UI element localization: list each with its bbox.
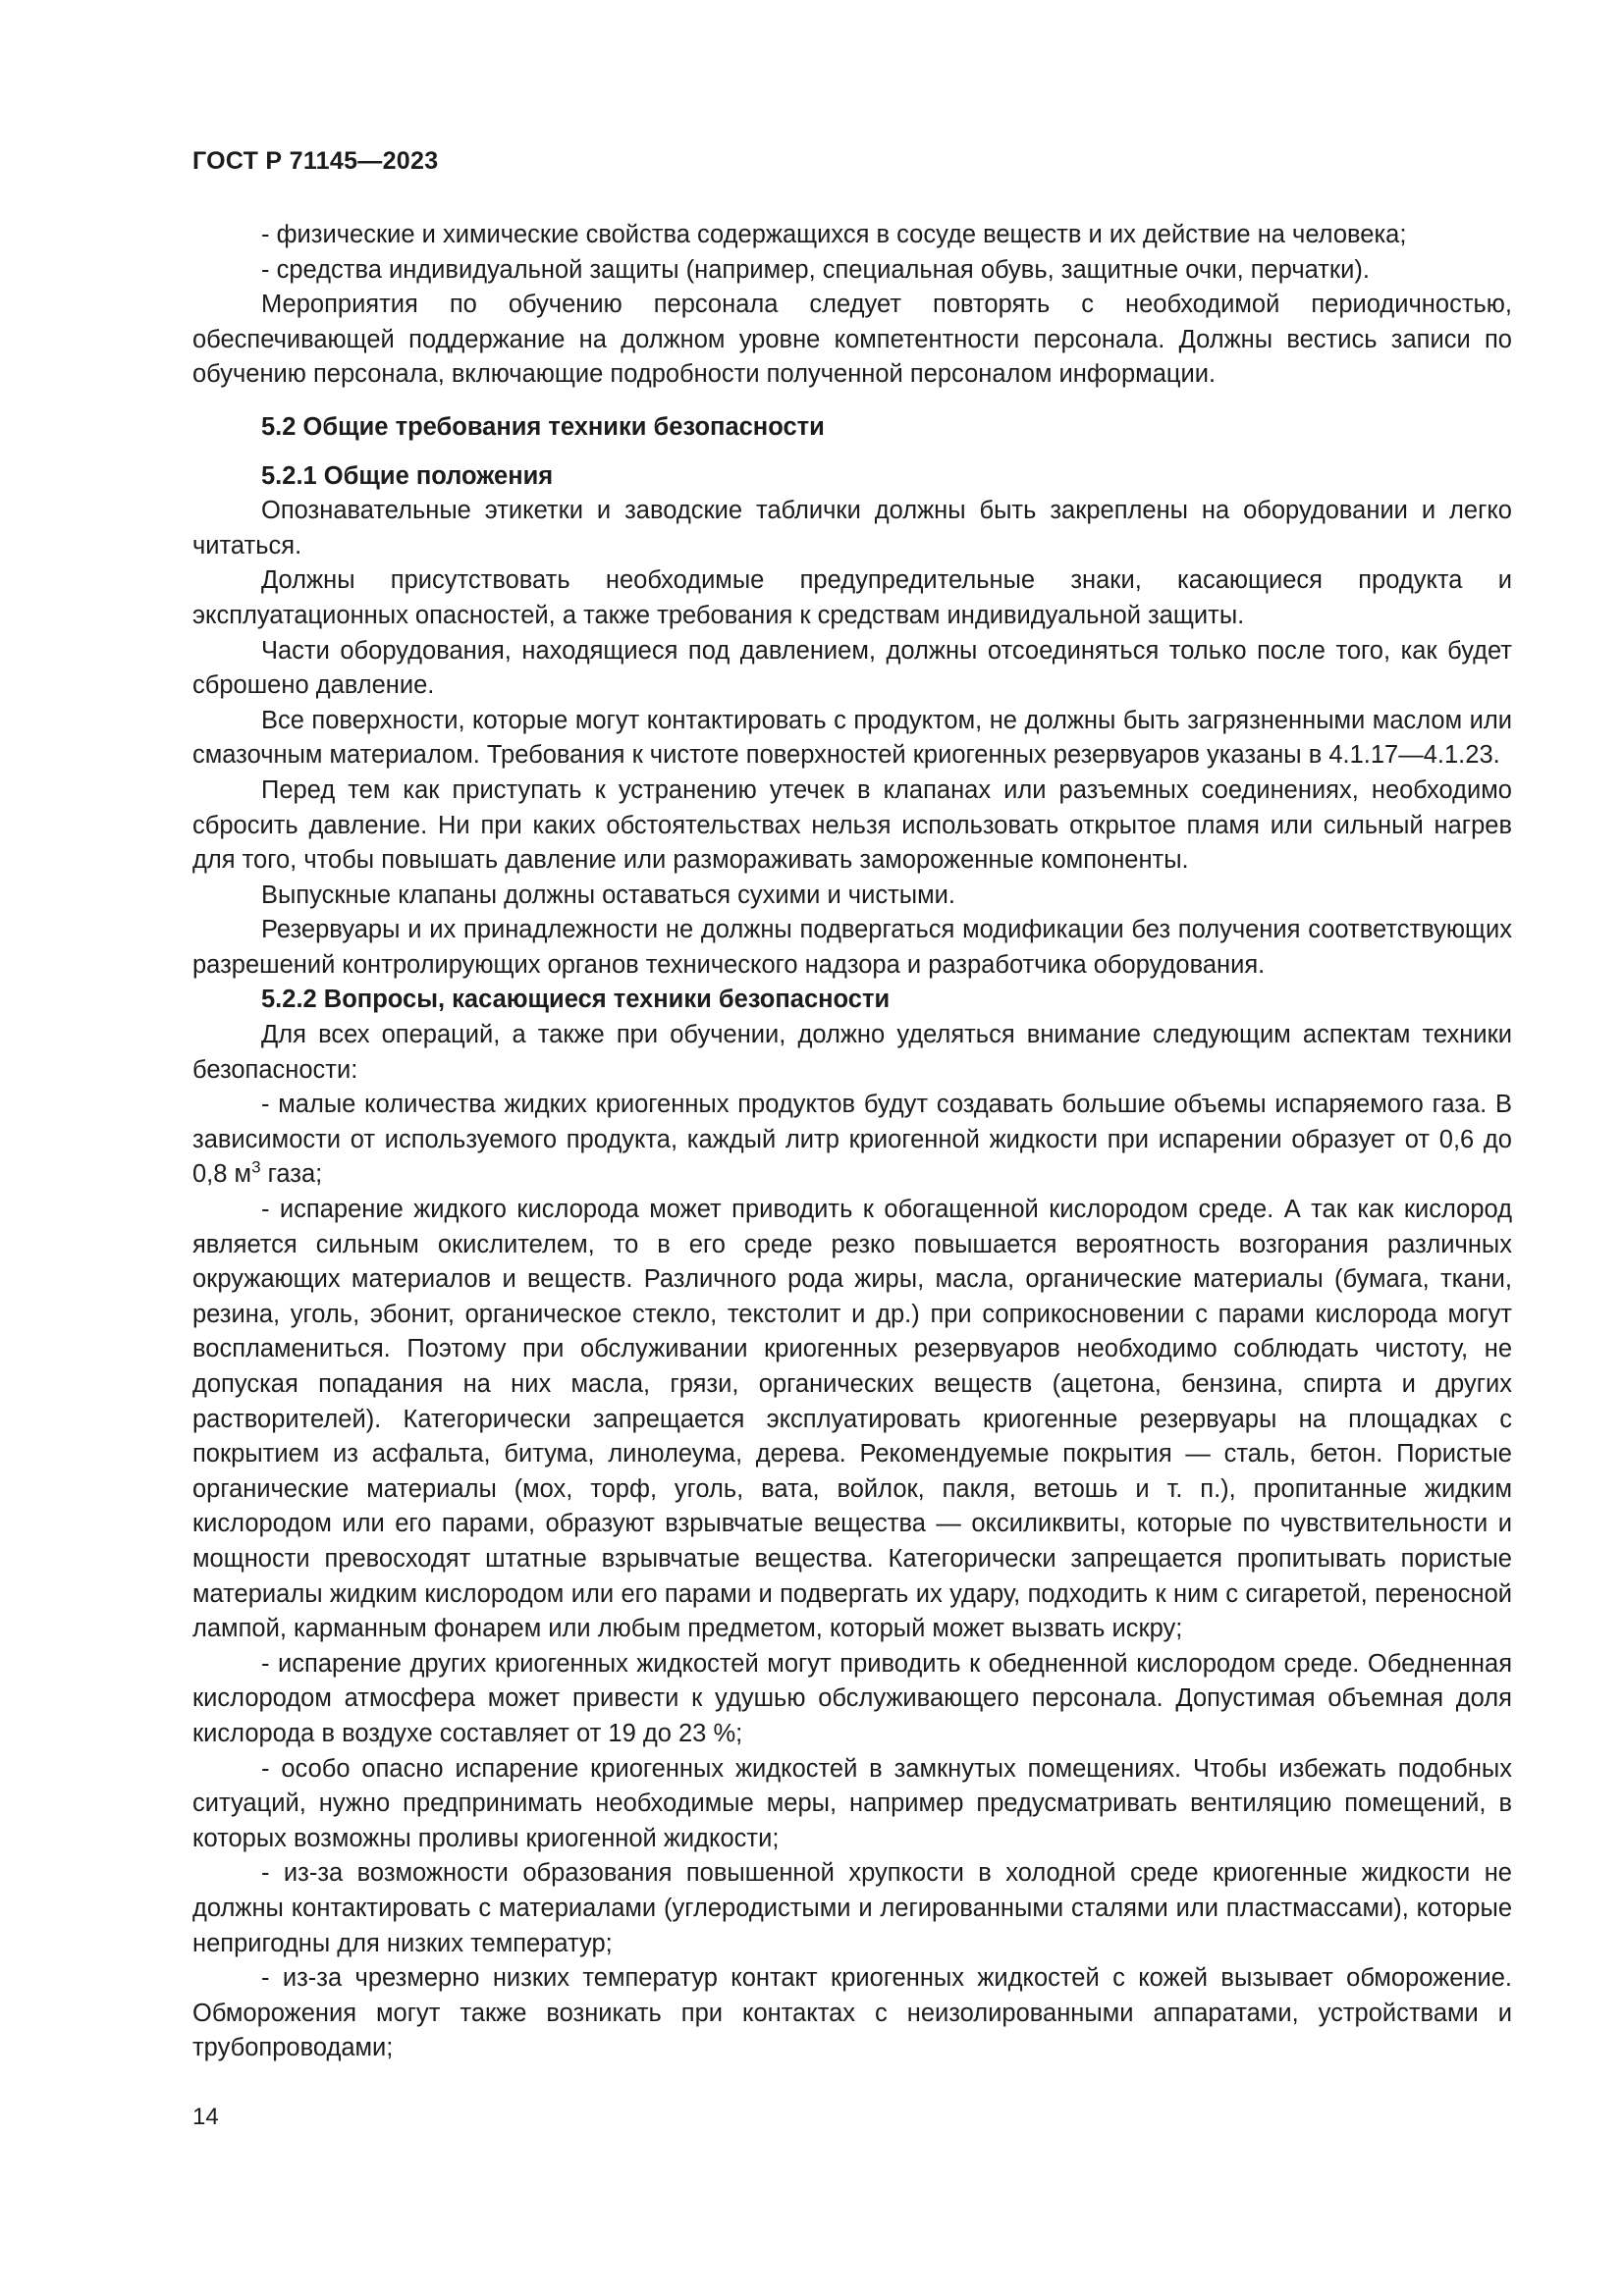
subsection-heading-5-2-1: 5.2.1 Общие положения <box>261 461 554 490</box>
list-item: - испарение жидкого кислорода может приводить к обогащенной кислородом среде. А так как кислород является сильным окислителем, то в его среде резко повышается вероятность возгорания различных окружающих материалов и веществ. Различного рода жиры, масла, органические материалы (бумага, ткани, резина, уголь, эбонит, органическое стекло, текстолит и др.) при соприкосновении с парами кислорода могут воспламениться. Поэтому при обслуживании криогенных резервуаров необходимо соблюдать чистоту, не допуская попадания на них масла, грязи, органических веществ (ацетона, бензина, спирта и других растворителей). Категорически запрещается эксплуатировать криогенные резервуары на площадках с покрытием из асфальта, битума, линолеума, дерева. Рекомендуемые покрытия — сталь, бетон. Пористые органические материалы (мох, торф, уголь, вата, войлок, пакля, ветошь и т. п.), пропитанные жидким кислородом или его парами, образуют взрывчатые вещества — оксиликвиты, которые по чувствительности и мощности превосходят штатные взрывчатые вещества. Категорически запрещается пропитывать пористые материалы жидким кислородом или его парами и подвергать их удару, подходить к ним с сигаретой, переносной лампой, карманным фонарем или любым предметом, который может вызвать искру; <box>192 1196 1512 1643</box>
list-item-text-end: газа; <box>260 1160 323 1189</box>
paragraph: Должны присутствовать необходимые предупредительные знаки, касающиеся продукта и эксплуатационных опасностей, а также требования к средствам индивидуальной защиты. <box>192 566 1512 629</box>
document-body <box>192 218 1512 2066</box>
list-item: - особо опасно испарение криогенных жидкостей в замкнутых помещениях. Чтобы избежать подобных ситуаций, нужно предпринимать необходимые меры, например предусматривать вентиляцию помещений, в которых возможны проливы криогенной жидкости; <box>192 1754 1512 1852</box>
list-item: - физические и химические свойства содержащихся в сосуде веществ и их действие на человека; <box>261 221 1407 248</box>
list-item <box>192 1088 1512 1193</box>
subsection-heading-5-2-2: 5.2.2 Вопросы, касающиеся техники безопасности <box>261 986 891 1014</box>
list-item: - средства индивидуальной защиты (например, специальная обувь, защитные очки, перчатки). <box>261 255 1370 284</box>
paragraph: Перед тем как приступать к устранению утечек в клапанах или разъемных соединениях, необходимо сбросить давление. Ни при каких обстоятельствах нельзя использовать открытое пламя или сильный нагрев для того, чтобы повышать давление или размораживать замороженные компоненты. <box>192 775 1512 875</box>
paragraph: Опознавательные этикетки и заводские таблички должны быть закреплены на оборудовании и легко читаться. <box>192 497 1512 560</box>
list-item-text: - малые количества жидких криогенных продуктов будут создавать большие объемы испаряемого газа. В зависимости от используемого продукта, каждый литр криогенной жидкости при испарении образует от 0,6 до 0,8 м <box>192 1091 1512 1189</box>
paragraph: Части оборудования, находящиеся под давлением, должны отсоединяться только после того, как будет сброшено давление. <box>192 636 1512 700</box>
paragraph: Мероприятия по обучению персонала следует повторять с необходимой периодичностью, обеспечивающей поддержание на должном уровне компетентности персонала. Должны вестись записи по обучению персонала, включающие подробности полученной персоналом информации. <box>192 291 1512 389</box>
list-item: - из-за возможности образования повышенной хрупкости в холодной среде криогенные жидкости не должны контактировать с материалами (углеродистыми и легированными сталями или пластмассами), которые непригодны для низких температур; <box>192 1859 1512 1957</box>
list-item: - из-за чрезмерно низких температур контакт криогенных жидкостей с кожей вызывает обморожение. Обморожения могут также возникать при контактах с неизолированными аппаратами, устройствами и трубопроводами; <box>192 1964 1512 2062</box>
document-code-header: ГОСТ Р 71145—2023 <box>192 147 439 175</box>
paragraph: Резервуары и их принадлежности не должны подвергаться модификации без получения соответствующих разрешений контролирующих органов технического надзора и разработчика оборудования. <box>192 916 1512 979</box>
section-heading-5-2: 5.2 Общие требования техники безопасности <box>261 412 825 441</box>
paragraph: Для всех операций, а также при обучении, должно уделяться внимание следующим аспектам техники безопасности: <box>192 1021 1512 1084</box>
page-number: 14 <box>192 2104 219 2130</box>
paragraph: Выпускные клапаны должны оставаться сухими и чистыми. <box>261 881 955 909</box>
list-item: - испарение других криогенных жидкостей могут приводить к обедненной кислородом среде. Обедненная кислородом атмосфера может привести к удушью обслуживающего персонала. Допустимая объемная доля кислорода в воздухе составляет от 19 до 23 %; <box>192 1649 1512 1747</box>
superscript: 3 <box>251 1157 261 1177</box>
paragraph: Все поверхности, которые могут контактировать с продуктом, не должны быть загрязненными маслом или смазочным материалом. Требования к чистоте поверхностей криогенных резервуаров указаны в 4.1.17—4.1.23. <box>192 706 1512 770</box>
